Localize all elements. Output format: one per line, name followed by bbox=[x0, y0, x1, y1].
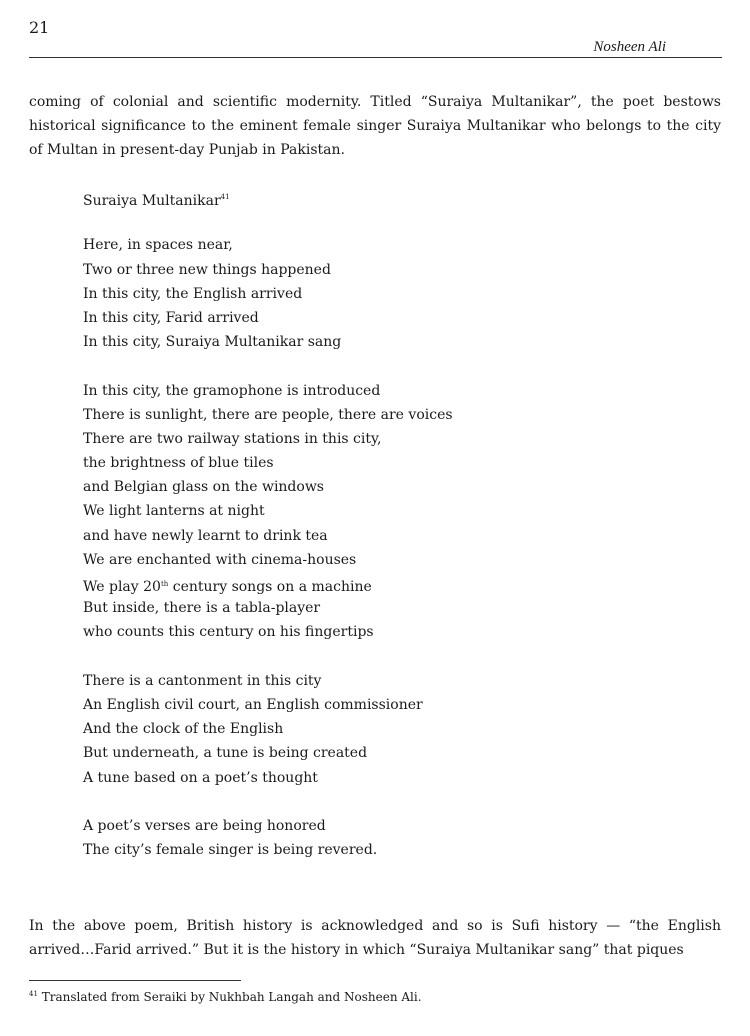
poem-line: and have newly learnt to drink tea bbox=[83, 527, 328, 544]
stanza-2 bbox=[83, 379, 683, 645]
poem-line: In this city, the gramophone is introduced bbox=[83, 382, 381, 399]
running-header-author: Nosheen Ali bbox=[593, 39, 666, 55]
poem-title bbox=[83, 185, 683, 209]
stanza-3 bbox=[83, 669, 683, 790]
poem-line: There are two railway stations in this city, bbox=[83, 430, 382, 447]
poem-line: who counts this century on his fingertips bbox=[83, 624, 374, 641]
stanza-1 bbox=[83, 233, 683, 354]
poem-line: In this city, the English arrived bbox=[83, 285, 303, 302]
footnote-number: 41 bbox=[29, 990, 38, 998]
poem-line: the brightness of blue tiles bbox=[83, 455, 274, 472]
poem-line: A poet’s verses are being honored bbox=[83, 817, 326, 834]
century-line-start: We play 20 bbox=[83, 579, 161, 595]
poem-line: and Belgian glass on the windows bbox=[83, 479, 324, 496]
footnote bbox=[29, 985, 422, 1006]
page-number: 21 bbox=[29, 18, 50, 37]
poem-line: We are enchanted with cinema-houses bbox=[83, 551, 357, 568]
poem-line: Here, in spaces near, bbox=[83, 237, 233, 254]
poem-line: There is sunlight, there are people, there are voices bbox=[83, 406, 453, 423]
poem-line: An English civil court, an English commissioner bbox=[83, 696, 423, 713]
poem-title-text: Suraiya Multanikar bbox=[83, 193, 221, 209]
poem bbox=[83, 185, 683, 862]
poem-line: There is a cantonment in this city bbox=[83, 672, 322, 689]
footnote-text: Translated from Seraiki by Nukhbah Langah and Nosheen Ali. bbox=[41, 990, 422, 1004]
poem-line: In this city, Suraiya Multanikar sang bbox=[83, 334, 342, 351]
ordinal-suffix: th bbox=[160, 580, 169, 588]
poem-line: And the clock of the English bbox=[83, 721, 284, 738]
footnote-rule bbox=[29, 980, 241, 981]
closing-paragraph: In the above poem, British history is acknowledged and so is Sufi history — “the English arrived…Farid arrived.” But it is the history in which “Suraiya Multanikar sang” that piques bbox=[29, 918, 721, 959]
footnote-reference[interactable]: 41 bbox=[220, 193, 230, 201]
poem-line: A tune based on a poet’s thought bbox=[83, 769, 318, 786]
poem-line: The city’s female singer is being revered. bbox=[83, 842, 378, 859]
poem-line: We light lanterns at night bbox=[83, 503, 265, 520]
intro-paragraph: coming of colonial and scientific modernity. Titled “Suraiya Multanikar”, the poet bestows historical significance to the eminent female singer Suraiya Multanikar who belongs to the city of Multan in present-day Punjab in Pakistan. bbox=[29, 94, 721, 159]
poem-line: In this city, Farid arrived bbox=[83, 309, 259, 326]
poem-line: But inside, there is a tabla-player bbox=[83, 600, 321, 617]
poem-line: Two or three new things happened bbox=[83, 261, 331, 278]
stanza-4 bbox=[83, 814, 683, 862]
poem-line: But underneath, a tune is being created bbox=[83, 745, 368, 762]
century-line-end: century songs on a machine bbox=[168, 579, 372, 595]
poem-line-century bbox=[83, 572, 683, 596]
header-rule bbox=[29, 57, 722, 58]
